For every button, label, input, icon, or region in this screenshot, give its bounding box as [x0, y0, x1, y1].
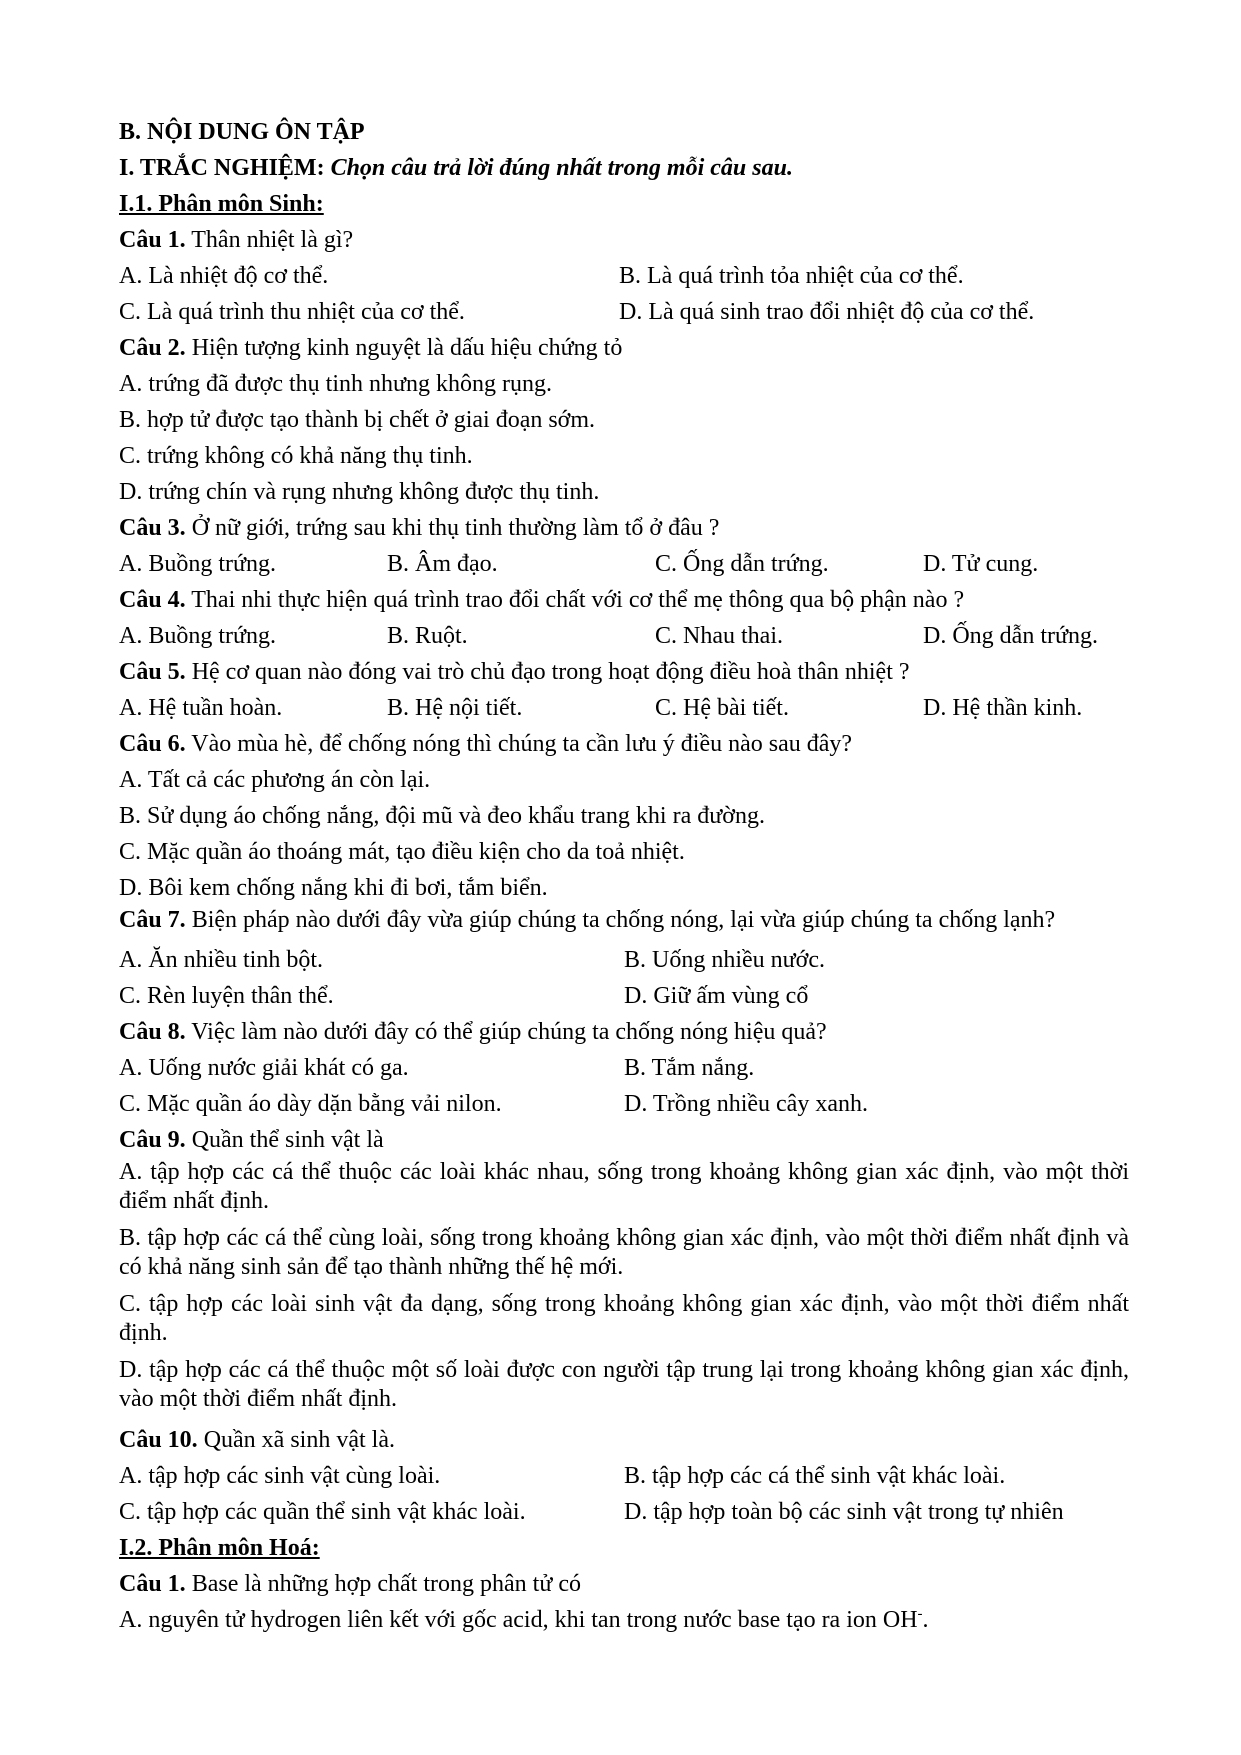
option-d: D. tập hợp toàn bộ các sinh vật trong tự nhiên: [624, 1499, 1064, 1525]
question-text: Hệ cơ quan nào đóng vai trò chủ đạo trong hoạt động điều hoà thân nhiệt ?: [185, 659, 910, 685]
option-c: C. Mặc quần áo dày dặn bằng vải nilon.: [119, 1091, 502, 1117]
question-number: Câu 1.: [119, 1571, 186, 1597]
question-number: Câu 10.: [119, 1427, 198, 1453]
option-c: C. Nhau thai.: [655, 623, 783, 649]
option-a: [119, 1602, 1129, 1638]
option-b: B. Hệ nội tiết.: [387, 695, 523, 721]
option-a-end: .: [922, 1607, 929, 1633]
option-b: B. Tắm nắng.: [624, 1055, 755, 1081]
option-a: A. trứng đã được thụ tinh nhưng không rụng.: [119, 371, 553, 397]
option-c: C. Hệ bài tiết.: [655, 695, 789, 721]
question-number: Câu 1.: [119, 227, 186, 253]
option-c: C. tập hợp các quần thể sinh vật khác loài.: [119, 1499, 526, 1525]
question-text: Hiện tượng kinh nguyệt là dấu hiệu chứng tỏ: [185, 335, 623, 361]
option-b: B. Ruột.: [387, 623, 468, 649]
question-6: [119, 726, 1129, 762]
option-b: B. hợp tử được tạo thành bị chết ở giai đoạn sớm.: [119, 407, 596, 433]
option-b: B. tập hợp các cá thể cùng loài, sống trong khoảng không gian xác định, vào một thời điểm nhất định và có khả năng sinh sản để tạo thành những thế hệ mới.: [119, 1225, 1129, 1280]
question-3: [119, 510, 1129, 546]
option-d: D. Trồng nhiều cây xanh.: [624, 1091, 868, 1117]
question-text: Thân nhiệt là gì?: [185, 227, 354, 253]
question-10: [119, 1422, 1129, 1458]
option-d: D. Ống dẫn trứng.: [923, 623, 1098, 649]
question-number: Câu 8.: [119, 1019, 186, 1045]
option-a: A. Buồng trứng.: [119, 551, 277, 577]
question-9: [119, 1122, 1129, 1158]
question-text: Việc làm nào dưới đây có thể giúp chúng ta chống nóng hiệu quả?: [185, 1019, 827, 1045]
option-b: B. Là quá trình tỏa nhiệt của cơ thể.: [619, 263, 964, 289]
option-a: A. Là nhiệt độ cơ thể.: [119, 263, 329, 289]
option-a: A. Tất cả các phương án còn lại.: [119, 767, 431, 793]
superscript-charge: -: [917, 1606, 923, 1622]
option-b: B. Âm đạo.: [387, 551, 498, 577]
option-a-text: A. nguyên tử hydrogen liên kết với gốc acid, khi tan trong nước base tạo ra ion OH: [119, 1607, 918, 1633]
question-number: Câu 9.: [119, 1127, 186, 1153]
option-d: D. Giữ ấm vùng cổ: [624, 983, 809, 1009]
question-number: Câu 6.: [119, 731, 186, 757]
option-b: B. Uống nhiều nước.: [624, 947, 826, 973]
option-c: C. Mặc quần áo thoáng mát, tạo điều kiện cho da toả nhiệt.: [119, 839, 685, 865]
question-4: [119, 582, 1129, 618]
question-hoa-1: [119, 1566, 1129, 1602]
option-d: D. tập hợp các cá thể thuộc một số loài được con người tập trung lại trong khoảng không gian xác định, vào một thời điểm nhất định.: [119, 1357, 1129, 1412]
option-d: D. trứng chín và rụng nhưng không được thụ tinh.: [119, 479, 600, 505]
option-c: C. Ống dẫn trứng.: [655, 551, 829, 577]
section-title: B. NỘI DUNG ÔN TẬP: [119, 119, 365, 145]
question-text: Ở nữ giới, trứng sau khi thụ tinh thường làm tổ ở đâu ?: [185, 515, 720, 541]
document-page: [119, 114, 1129, 1638]
question-number: Câu 4.: [119, 587, 186, 613]
option-c: C. Rèn luyện thân thể.: [119, 983, 334, 1009]
subject-heading-hoa: I.2. Phân môn Hoá:: [119, 1535, 320, 1561]
question-2: [119, 330, 1129, 366]
option-b: B. tập hợp các cá thể sinh vật khác loài.: [624, 1463, 1006, 1489]
option-a: A. Hệ tuần hoàn.: [119, 695, 283, 721]
question-number: Câu 5.: [119, 659, 186, 685]
option-b: B. Sử dụng áo chống nắng, đội mũ và đeo khẩu trang khi ra đường.: [119, 803, 765, 829]
part-heading: [119, 150, 1129, 186]
question-1: [119, 222, 1129, 258]
subject-heading-sinh: I.1. Phân môn Sinh:: [119, 191, 324, 217]
option-d: D. Bôi kem chống nắng khi đi bơi, tắm biển.: [119, 875, 548, 901]
question-text: Base là những hợp chất trong phân tử có: [185, 1571, 581, 1597]
option-d: D. Hệ thần kinh.: [923, 695, 1083, 721]
option-a: A. tập hợp các cá thể thuộc các loài khác nhau, sống trong khoảng không gian xác định, vào một thời điểm nhất định.: [119, 1159, 1129, 1214]
option-a: A. Uống nước giải khát có ga.: [119, 1055, 409, 1081]
question-5: [119, 654, 1129, 690]
option-a: A. Ăn nhiều tinh bột.: [119, 947, 323, 973]
question-number: Câu 3.: [119, 515, 186, 541]
question-number: Câu 7.: [119, 907, 186, 933]
question-number: Câu 2.: [119, 335, 186, 361]
question-text: Quần thể sinh vật là: [185, 1127, 384, 1153]
question-text: Biện pháp nào dưới đây vừa giúp chúng ta chống nóng, lại vừa giúp chúng ta chống lạnh?: [185, 907, 1056, 933]
option-a: A. tập hợp các sinh vật cùng loài.: [119, 1463, 441, 1489]
question-text: Thai nhi thực hiện quá trình trao đổi chất với cơ thể mẹ thông qua bộ phận nào ?: [185, 587, 965, 613]
option-a: A. Buồng trứng.: [119, 623, 277, 649]
question-7: [119, 906, 1129, 935]
question-8: [119, 1014, 1129, 1050]
option-d: D. Tử cung.: [923, 551, 1039, 577]
part-instruction: Chọn câu trả lời đúng nhất trong mỗi câu sau.: [324, 155, 793, 181]
question-text: Vào mùa hè, để chống nóng thì chúng ta cần lưu ý điều nào sau đây?: [185, 731, 853, 757]
option-d: D. Là quá sinh trao đổi nhiệt độ của cơ thể.: [619, 299, 1035, 325]
option-c: C. Là quá trình thu nhiệt của cơ thể.: [119, 299, 465, 325]
part-label: I. TRẮC NGHIỆM:: [119, 155, 325, 181]
option-c: C. tập hợp các loài sinh vật đa dạng, sống trong khoảng không gian xác định, vào một thời điểm nhất định.: [119, 1291, 1129, 1346]
question-text: Quần xã sinh vật là.: [197, 1427, 395, 1453]
option-c: C. trứng không có khả năng thụ tinh.: [119, 443, 473, 469]
